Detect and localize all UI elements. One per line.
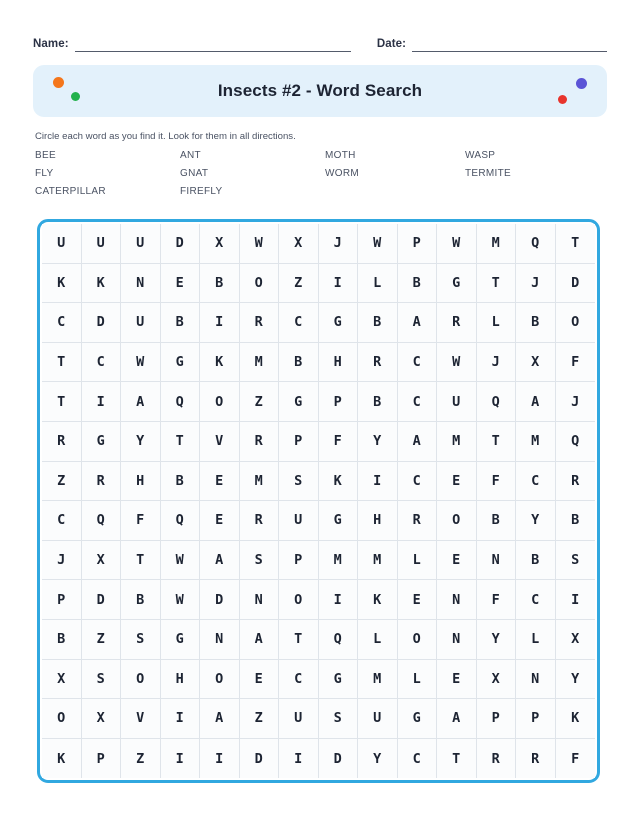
word-list-item[interactable]: TERMITE — [465, 168, 511, 179]
grid-cell[interactable]: S — [279, 462, 319, 502]
grid-cell[interactable]: W — [437, 224, 477, 264]
grid-cell[interactable]: C — [42, 501, 82, 541]
grid-cell[interactable]: Q — [477, 382, 517, 422]
grid-cell[interactable]: U — [279, 699, 319, 739]
grid-cell[interactable]: O — [398, 620, 438, 660]
grid-cell[interactable]: I — [319, 264, 359, 304]
grid-cell[interactable]: P — [279, 541, 319, 581]
grid-cell[interactable]: O — [556, 303, 596, 343]
grid-cell[interactable]: B — [42, 620, 82, 660]
grid-cell[interactable]: U — [42, 224, 82, 264]
grid-cell[interactable]: A — [240, 620, 280, 660]
grid-cell[interactable]: U — [279, 501, 319, 541]
grid-cell[interactable]: B — [161, 303, 201, 343]
grid-cell[interactable]: O — [279, 580, 319, 620]
grid-cell[interactable]: K — [200, 343, 240, 383]
grid-cell[interactable]: F — [121, 501, 161, 541]
grid-cell[interactable]: G — [319, 501, 359, 541]
grid-cell[interactable]: E — [437, 541, 477, 581]
grid-cell[interactable]: C — [516, 462, 556, 502]
grid-cell[interactable]: B — [279, 343, 319, 383]
grid-cell[interactable]: D — [82, 580, 122, 620]
grid-cell[interactable]: F — [477, 462, 517, 502]
grid-cell[interactable]: E — [398, 580, 438, 620]
grid-cell[interactable]: C — [279, 660, 319, 700]
grid-cell[interactable]: C — [42, 303, 82, 343]
grid-cell[interactable]: H — [161, 660, 201, 700]
grid-cell[interactable]: U — [437, 382, 477, 422]
grid-cell[interactable]: I — [200, 303, 240, 343]
grid-cell[interactable]: H — [319, 343, 359, 383]
decorative-dot-red-icon — [558, 95, 567, 104]
grid-cell[interactable]: R — [240, 422, 280, 462]
grid-cell[interactable]: I — [82, 382, 122, 422]
grid-cell[interactable]: U — [121, 303, 161, 343]
grid-cell[interactable]: W — [121, 343, 161, 383]
word-list-item[interactable]: WORM — [325, 168, 359, 179]
grid-cell[interactable]: B — [516, 303, 556, 343]
grid-cell[interactable]: Y — [358, 422, 398, 462]
grid-cell[interactable]: A — [121, 382, 161, 422]
grid-cell[interactable]: N — [516, 660, 556, 700]
grid-cell[interactable]: P — [42, 580, 82, 620]
grid-cell[interactable]: J — [477, 343, 517, 383]
grid-cell[interactable]: D — [161, 224, 201, 264]
grid-cell[interactable]: Q — [556, 422, 596, 462]
grid-cell[interactable]: M — [477, 224, 517, 264]
grid-cell[interactable]: H — [121, 462, 161, 502]
grid-cell[interactable]: R — [42, 422, 82, 462]
grid-cell[interactable]: T — [556, 224, 596, 264]
grid-cell[interactable]: C — [398, 462, 438, 502]
grid-cell[interactable]: Q — [161, 382, 201, 422]
grid-cell[interactable]: O — [200, 660, 240, 700]
grid-cell[interactable]: T — [477, 264, 517, 304]
grid-cell[interactable]: V — [121, 699, 161, 739]
grid-cell[interactable]: X — [556, 620, 596, 660]
grid-cell[interactable]: E — [200, 462, 240, 502]
grid-cell[interactable]: N — [437, 580, 477, 620]
grid-cell[interactable]: U — [121, 224, 161, 264]
grid-cell[interactable]: A — [200, 699, 240, 739]
word-list-item[interactable]: FLY — [35, 168, 54, 179]
grid-cell[interactable]: L — [398, 541, 438, 581]
decorative-dot-orange-icon — [53, 77, 64, 88]
grid-cell[interactable]: K — [42, 739, 82, 779]
word-list-item[interactable]: CATERPILLAR — [35, 186, 106, 197]
grid-cell[interactable]: T — [121, 541, 161, 581]
grid-cell[interactable]: N — [200, 620, 240, 660]
grid-cell[interactable]: Q — [161, 501, 201, 541]
grid-cell[interactable]: I — [279, 739, 319, 779]
grid-cell[interactable]: N — [437, 620, 477, 660]
date-field-group — [377, 37, 607, 52]
grid-cell[interactable]: Y — [516, 501, 556, 541]
grid-cell[interactable]: C — [516, 580, 556, 620]
grid-cell[interactable]: X — [516, 343, 556, 383]
grid-cell[interactable]: J — [319, 224, 359, 264]
grid-cell[interactable]: I — [319, 580, 359, 620]
grid-cell[interactable]: G — [82, 422, 122, 462]
grid-cell[interactable]: S — [240, 541, 280, 581]
grid-cell[interactable]: G — [437, 264, 477, 304]
grid-cell[interactable]: U — [82, 224, 122, 264]
grid-cell[interactable]: I — [358, 462, 398, 502]
grid-cell[interactable]: F — [477, 580, 517, 620]
grid-cell[interactable]: C — [82, 343, 122, 383]
grid-cell[interactable]: E — [200, 501, 240, 541]
grid-cell[interactable]: T — [477, 422, 517, 462]
grid-cell[interactable]: Y — [556, 660, 596, 700]
grid-cell[interactable]: G — [161, 343, 201, 383]
grid-cell[interactable]: P — [279, 422, 319, 462]
grid-cell[interactable]: J — [556, 382, 596, 422]
grid-cell[interactable]: Q — [516, 224, 556, 264]
name-field-group — [33, 37, 351, 52]
name-label: Name: — [33, 38, 69, 50]
grid-cell[interactable]: B — [200, 264, 240, 304]
grid-cell[interactable]: R — [240, 501, 280, 541]
grid-cell[interactable]: V — [200, 422, 240, 462]
grid-cell[interactable]: R — [240, 303, 280, 343]
grid-cell[interactable]: O — [437, 501, 477, 541]
grid-cell[interactable]: T — [161, 422, 201, 462]
grid-cell[interactable]: C — [398, 382, 438, 422]
grid-cell[interactable]: M — [240, 462, 280, 502]
word-search-grid-container — [37, 219, 600, 783]
grid-cell[interactable]: S — [82, 660, 122, 700]
grid-cell[interactable]: D — [319, 739, 359, 779]
grid-cell[interactable]: X — [477, 660, 517, 700]
grid-cell[interactable]: S — [556, 541, 596, 581]
grid-cell[interactable]: E — [161, 264, 201, 304]
grid-cell[interactable]: L — [358, 620, 398, 660]
grid-cell[interactable]: B — [358, 382, 398, 422]
grid-cell[interactable]: W — [358, 224, 398, 264]
grid-cell[interactable]: K — [82, 264, 122, 304]
grid-cell[interactable]: U — [358, 699, 398, 739]
grid-cell[interactable]: O — [121, 660, 161, 700]
instructions-text: Circle each word as you find it. Look for them in all directions. — [35, 131, 296, 142]
grid-cell[interactable]: Y — [358, 739, 398, 779]
grid-cell[interactable]: M — [358, 541, 398, 581]
grid-cell[interactable]: Z — [240, 382, 280, 422]
grid-cell[interactable]: A — [437, 699, 477, 739]
grid-cell[interactable]: N — [240, 580, 280, 620]
grid-cell[interactable]: N — [477, 541, 517, 581]
grid-cell[interactable]: X — [82, 541, 122, 581]
grid-cell[interactable]: T — [42, 382, 82, 422]
decorative-dot-purple-icon — [576, 78, 587, 89]
grid-cell[interactable]: R — [398, 501, 438, 541]
grid-cell[interactable]: Z — [121, 739, 161, 779]
grid-cell[interactable]: P — [477, 699, 517, 739]
grid-cell[interactable]: M — [516, 422, 556, 462]
date-write-line[interactable] — [412, 39, 607, 52]
grid-cell[interactable]: F — [556, 343, 596, 383]
grid-cell[interactable]: X — [42, 660, 82, 700]
grid-cell[interactable]: X — [82, 699, 122, 739]
grid-cell[interactable]: G — [398, 699, 438, 739]
grid-cell[interactable]: O — [240, 264, 280, 304]
grid-cell[interactable]: W — [161, 541, 201, 581]
decorative-dot-green-icon — [71, 92, 80, 101]
grid-cell[interactable]: K — [319, 462, 359, 502]
grid-cell[interactable]: W — [437, 343, 477, 383]
grid-cell[interactable]: A — [398, 303, 438, 343]
grid-cell[interactable]: Y — [477, 620, 517, 660]
grid-cell[interactable]: D — [240, 739, 280, 779]
grid-cell[interactable]: B — [477, 501, 517, 541]
grid-cell[interactable]: D — [200, 580, 240, 620]
grid-cell[interactable]: G — [161, 620, 201, 660]
page-title: Insects #2 - Word Search — [217, 81, 423, 100]
grid-cell[interactable]: D — [556, 264, 596, 304]
grid-cell[interactable]: G — [319, 660, 359, 700]
grid-cell[interactable]: N — [121, 264, 161, 304]
word-list-item[interactable]: MOTH — [325, 150, 356, 161]
word-list-item[interactable]: BEE — [35, 150, 56, 161]
grid-cell[interactable]: P — [82, 739, 122, 779]
grid-cell[interactable]: M — [437, 422, 477, 462]
grid-cell[interactable]: K — [42, 264, 82, 304]
grid-cell[interactable]: M — [358, 660, 398, 700]
grid-cell[interactable]: B — [516, 541, 556, 581]
grid-cell[interactable]: E — [437, 462, 477, 502]
grid-cell[interactable]: Z — [42, 462, 82, 502]
grid-cell[interactable]: E — [240, 660, 280, 700]
grid-cell[interactable]: L — [358, 264, 398, 304]
name-write-line[interactable] — [75, 39, 351, 52]
grid-cell[interactable]: P — [319, 382, 359, 422]
grid-cell[interactable]: C — [279, 303, 319, 343]
grid-cell[interactable]: F — [556, 739, 596, 779]
grid-cell[interactable]: P — [398, 224, 438, 264]
date-label: Date: — [376, 38, 407, 50]
grid-cell[interactable]: O — [200, 382, 240, 422]
grid-cell[interactable]: B — [121, 580, 161, 620]
grid-cell[interactable]: R — [358, 343, 398, 383]
title-banner — [33, 65, 607, 117]
grid-cell[interactable]: R — [516, 739, 556, 779]
grid-cell[interactable]: K — [556, 699, 596, 739]
grid-cell[interactable]: B — [398, 264, 438, 304]
grid-cell[interactable]: T — [437, 739, 477, 779]
grid-cell[interactable]: O — [42, 699, 82, 739]
grid-cell[interactable]: W — [161, 580, 201, 620]
grid-cell[interactable]: X — [200, 224, 240, 264]
word-search-grid[interactable] — [42, 224, 595, 778]
grid-cell[interactable]: D — [82, 303, 122, 343]
grid-cell[interactable]: Q — [82, 501, 122, 541]
grid-cell[interactable]: L — [477, 303, 517, 343]
word-list-item[interactable]: GNAT — [180, 168, 209, 179]
grid-cell[interactable]: P — [516, 699, 556, 739]
grid-cell[interactable]: H — [358, 501, 398, 541]
grid-cell[interactable]: F — [319, 422, 359, 462]
grid-cell[interactable]: R — [82, 462, 122, 502]
grid-cell[interactable]: Z — [279, 264, 319, 304]
grid-cell[interactable]: Y — [121, 422, 161, 462]
word-list-item[interactable]: ANT — [180, 150, 201, 161]
grid-cell[interactable]: A — [516, 382, 556, 422]
grid-cell[interactable]: Q — [319, 620, 359, 660]
grid-cell[interactable]: Z — [240, 699, 280, 739]
grid-cell[interactable]: R — [437, 303, 477, 343]
grid-cell[interactable]: I — [161, 739, 201, 779]
grid-cell[interactable]: G — [319, 303, 359, 343]
grid-cell[interactable]: B — [556, 501, 596, 541]
grid-cell[interactable]: S — [121, 620, 161, 660]
word-list-item[interactable]: FIREFLY — [180, 186, 223, 197]
grid-cell[interactable]: E — [437, 660, 477, 700]
word-list — [35, 150, 607, 198]
grid-cell[interactable]: M — [319, 541, 359, 581]
grid-cell[interactable]: L — [516, 620, 556, 660]
grid-cell[interactable]: W — [240, 224, 280, 264]
grid-cell[interactable]: G — [279, 382, 319, 422]
grid-cell[interactable]: M — [240, 343, 280, 383]
grid-cell[interactable]: A — [398, 422, 438, 462]
grid-cell[interactable]: L — [398, 660, 438, 700]
word-list-item[interactable]: WASP — [465, 150, 496, 161]
grid-cell[interactable]: C — [398, 739, 438, 779]
grid-cell[interactable]: J — [516, 264, 556, 304]
grid-cell[interactable]: Z — [82, 620, 122, 660]
grid-cell[interactable]: J — [42, 541, 82, 581]
grid-cell[interactable]: A — [200, 541, 240, 581]
grid-cell[interactable]: I — [556, 580, 596, 620]
grid-cell[interactable]: B — [358, 303, 398, 343]
grid-cell[interactable]: T — [279, 620, 319, 660]
grid-cell[interactable]: X — [279, 224, 319, 264]
grid-cell[interactable]: B — [161, 462, 201, 502]
name-date-row — [33, 30, 607, 52]
grid-cell[interactable]: K — [358, 580, 398, 620]
grid-cell[interactable]: C — [398, 343, 438, 383]
grid-cell[interactable]: R — [556, 462, 596, 502]
grid-cell[interactable]: I — [200, 739, 240, 779]
grid-cell[interactable]: I — [161, 699, 201, 739]
grid-cell[interactable]: R — [477, 739, 517, 779]
grid-cell[interactable]: S — [319, 699, 359, 739]
grid-cell[interactable]: T — [42, 343, 82, 383]
